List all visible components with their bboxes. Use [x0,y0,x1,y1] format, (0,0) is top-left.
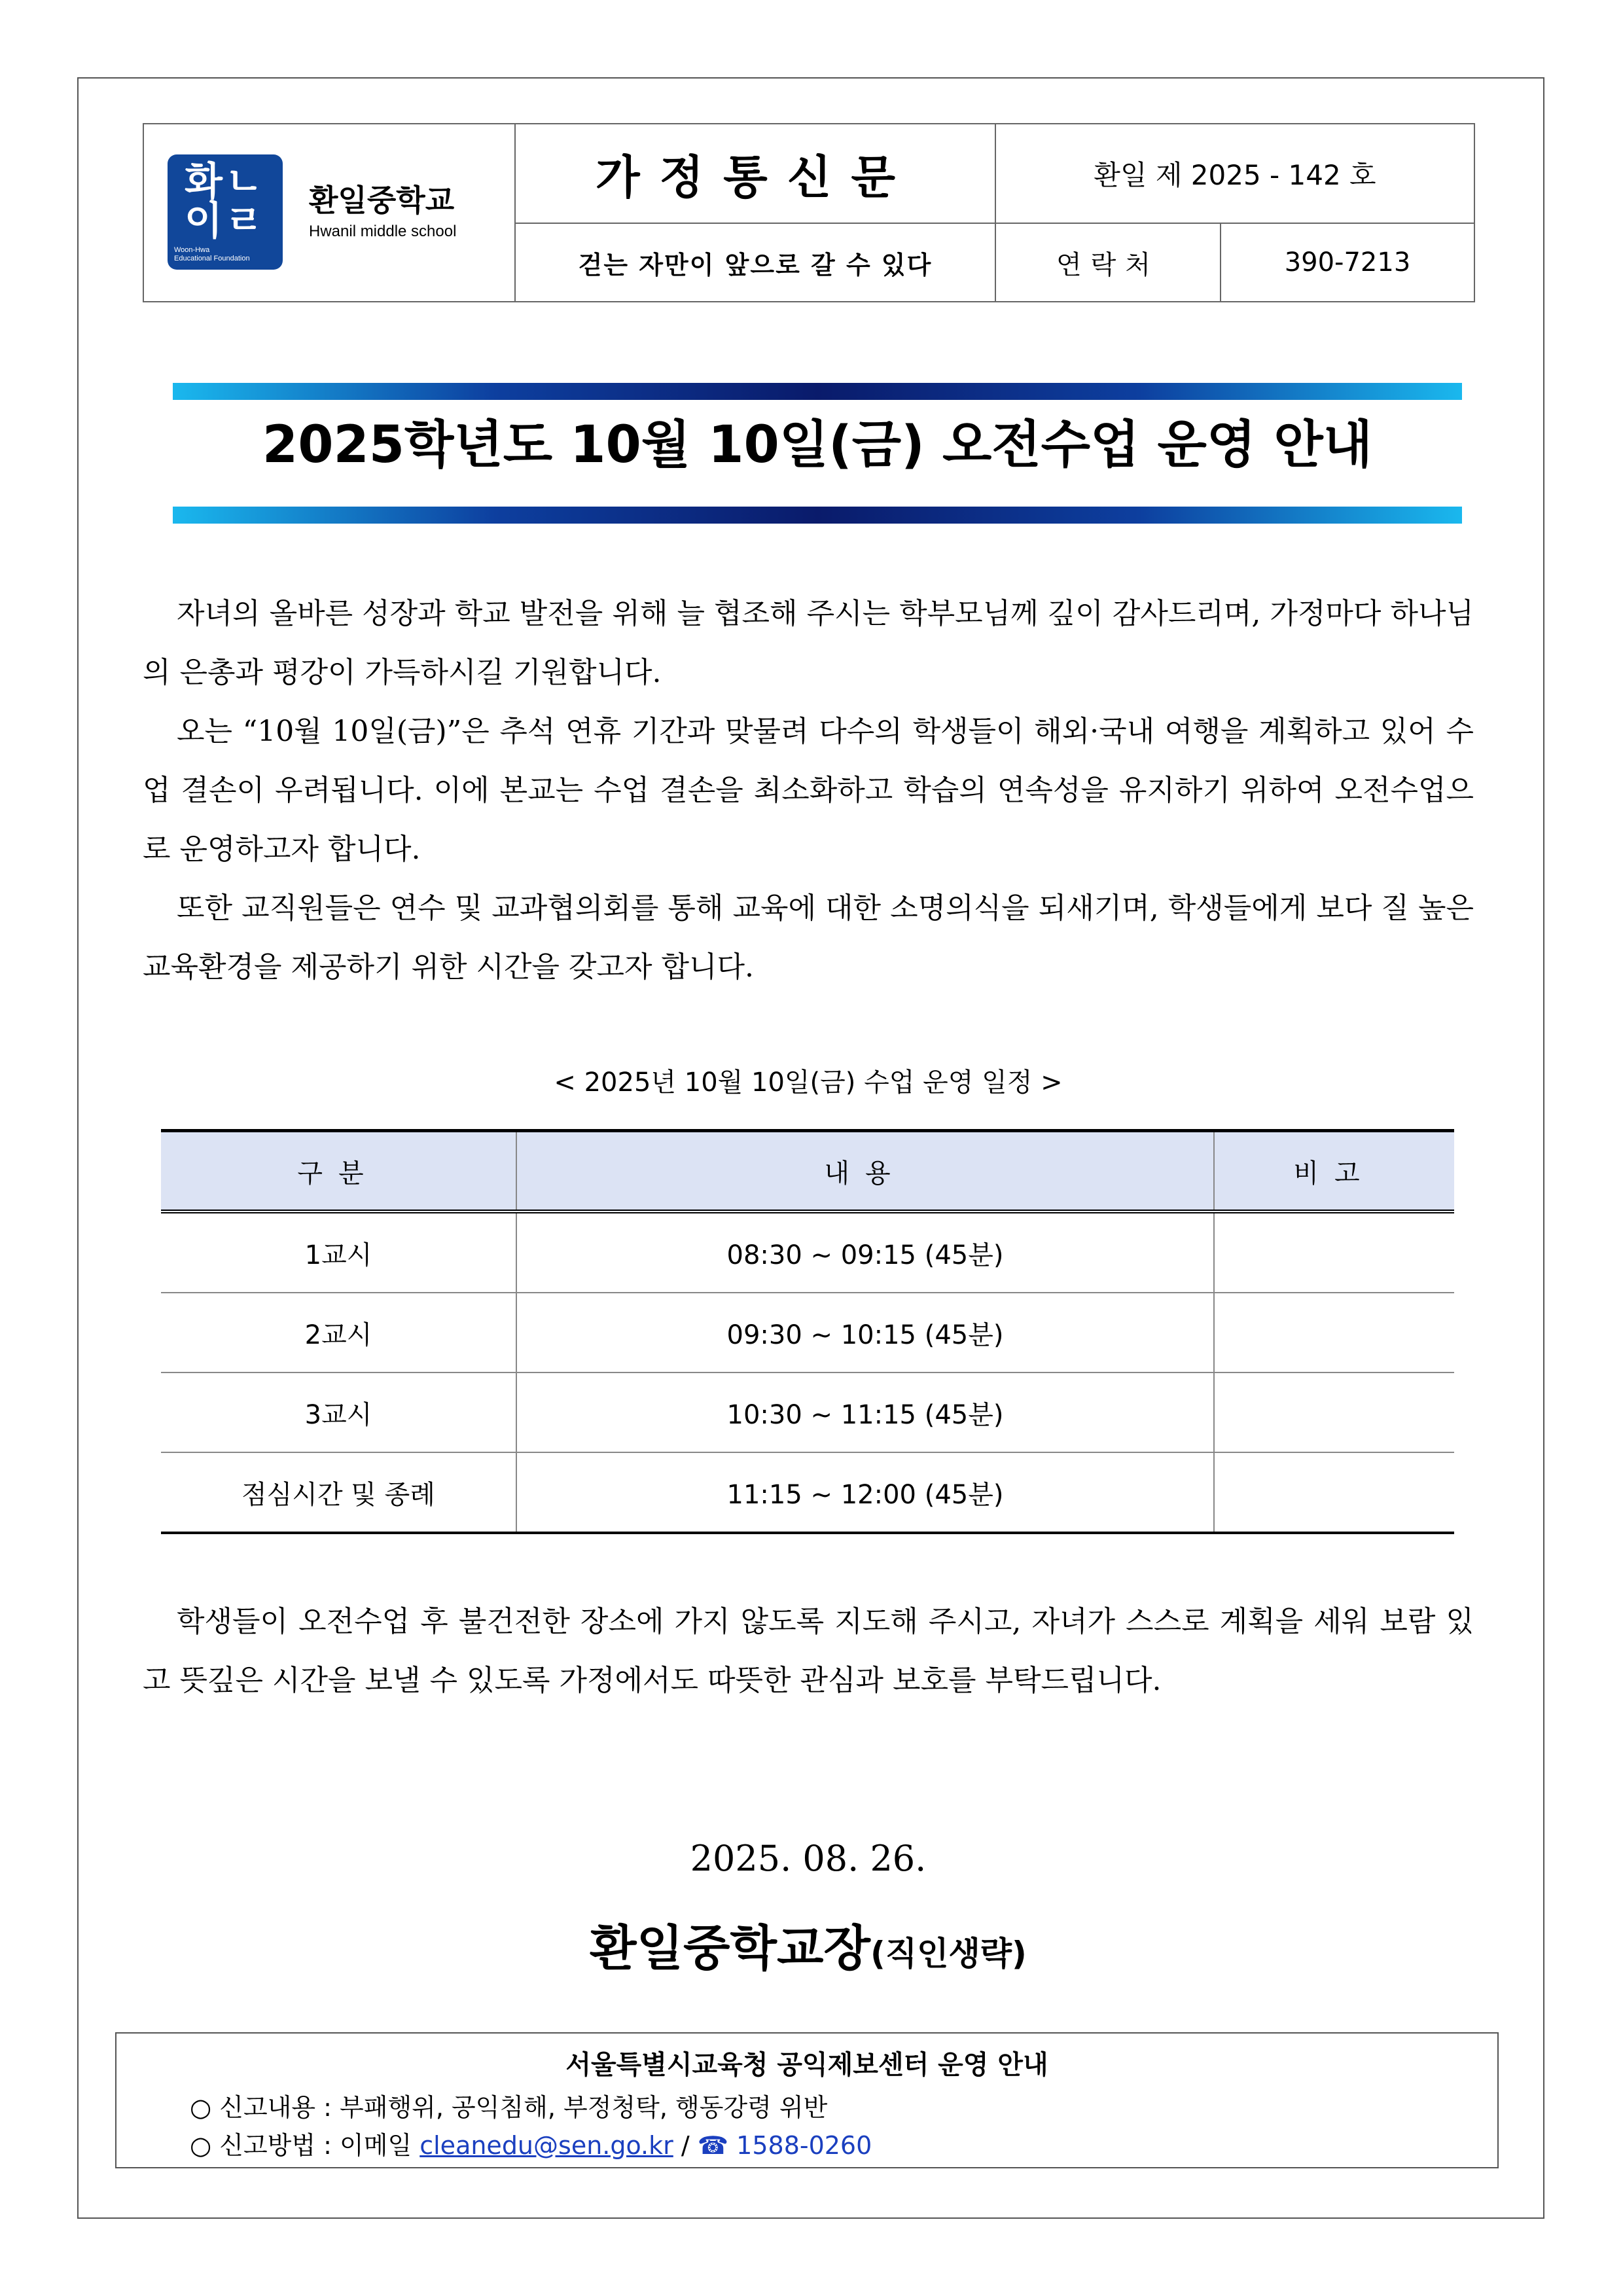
closing-paragraph-wrap [143,1592,1474,1710]
paragraph-notice: 오는 “10월 10일(금)”은 추석 연휴 기간과 맞물려 다수의 학생들이 해외·국내 여행을 계획하고 있어 수업 결손이 우려됩니다. 이에 본교는 수업 결손을 최소화하고 학습의 연속성을 유지하기 위하여 오전수업으로 운영하고자 합니다. [143,715,1474,866]
newsletter-header [143,123,1475,302]
contact-phone: 390-7213 [1221,223,1474,302]
logo-foundation-line1: Woon-Hwa [174,246,210,254]
principal-title: 환일중학교장 [590,1920,870,1977]
time-cell: 11:15 ~ 12:00 (45분) [516,1452,1214,1533]
newsletter-title: 가정통신문 [515,124,995,223]
title-bar-bottom [173,507,1462,524]
principal-signature [143,1910,1474,1979]
paragraph-staff: 또한 교직원들은 연수 및 교과협의회를 통해 교육에 대한 소명의식을 되새기며, 학생들에게 보다 질 높은 교육환경을 제공하기 위한 시간을 갖고자 합니다. [143,891,1474,984]
table-row [161,1211,1454,1293]
page-title: 2025학년도 10월 10일(금) 오전수업 운영 안내 [262,416,1373,475]
note-cell [1214,1372,1454,1452]
time-cell: 10:30 ~ 11:15 (45분) [516,1372,1214,1452]
table-row [161,1372,1454,1452]
notice-title: 서울특별시교육청 공익제보센터 운영 안내 [565,2050,1048,2080]
title-bar-top [173,383,1462,400]
schedule-caption: < 2025년 10월 10일(금) 수업 운영 일정 > [554,1067,1063,1098]
notice-report-content: ○ 신고내용 : 부패행위, 공익침해, 부정청탁, 행동강령 위반 [190,2093,828,2122]
whistleblower-notice [115,2032,1499,2168]
paragraph-greeting: 자녀의 올바른 성장과 학교 발전을 위해 늘 협조해 주시는 학부모님께 깊이 감사드리며, 가정마다 하나님의 은총과 평강이 가득하시길 기원합니다. [143,597,1474,689]
school-logo-cell [143,124,515,302]
school-name: 환일중학교 [309,183,455,218]
note-cell [1214,1293,1454,1372]
note-cell [1214,1452,1454,1533]
time-cell: 08:30 ~ 09:15 (45분) [516,1211,1214,1293]
time-cell: 09:30 ~ 10:15 (45분) [516,1293,1214,1372]
report-email-link[interactable]: cleanedu@sen.go.kr [419,2131,673,2160]
header-category: 구분 [161,1131,516,1212]
logo-foundation-line2: Educational Foundation [174,255,250,262]
logo-glyph-bottom: 이ㄹ [185,198,266,244]
school-logo [168,154,283,270]
period-cell: 1교시 [161,1211,516,1293]
seal-note: (직인생략) [870,1935,1027,1973]
header-remarks: 비고 [1214,1131,1454,1212]
header-content: 내용 [516,1131,1214,1212]
table-row [161,1293,1454,1372]
issue-date: 2025. 08. 26. [690,1838,927,1879]
table-row [161,1452,1454,1533]
period-cell: 점심시간 및 종례 [161,1452,516,1533]
period-cell: 2교시 [161,1293,516,1372]
logo-glyph-top: 화ㄴ [185,159,266,205]
report-method-label: ○ 신고방법 : 이메일 [190,2131,420,2160]
paragraph-closing: 학생들이 오전수업 후 불건전한 장소에 가지 않도록 지도해 주시고, 자녀가 스스로 계획을 세워 보람 있고 뜻깊은 시간을 보낼 수 있도록 가정에서도 따뜻한 관심과 보호를 부탁드립니다. [143,1605,1474,1697]
notice-report-method [190,2125,872,2161]
schedule-table [161,1129,1454,1534]
school-motto: 걷는 자만이 앞으로 갈 수 있다 [515,223,995,302]
school-name-en: Hwanil middle school [309,223,457,240]
issue-number: 환일 제 2025 - 142 호 [995,124,1474,223]
period-cell: 3교시 [161,1372,516,1452]
separator: / [673,2131,698,2160]
schedule-header-row [161,1131,1454,1212]
intro-paragraphs [143,584,1474,997]
note-cell [1214,1211,1454,1293]
report-phone[interactable]: ☎ 1588-0260 [697,2131,872,2160]
contact-label: 연락처 [995,223,1221,302]
